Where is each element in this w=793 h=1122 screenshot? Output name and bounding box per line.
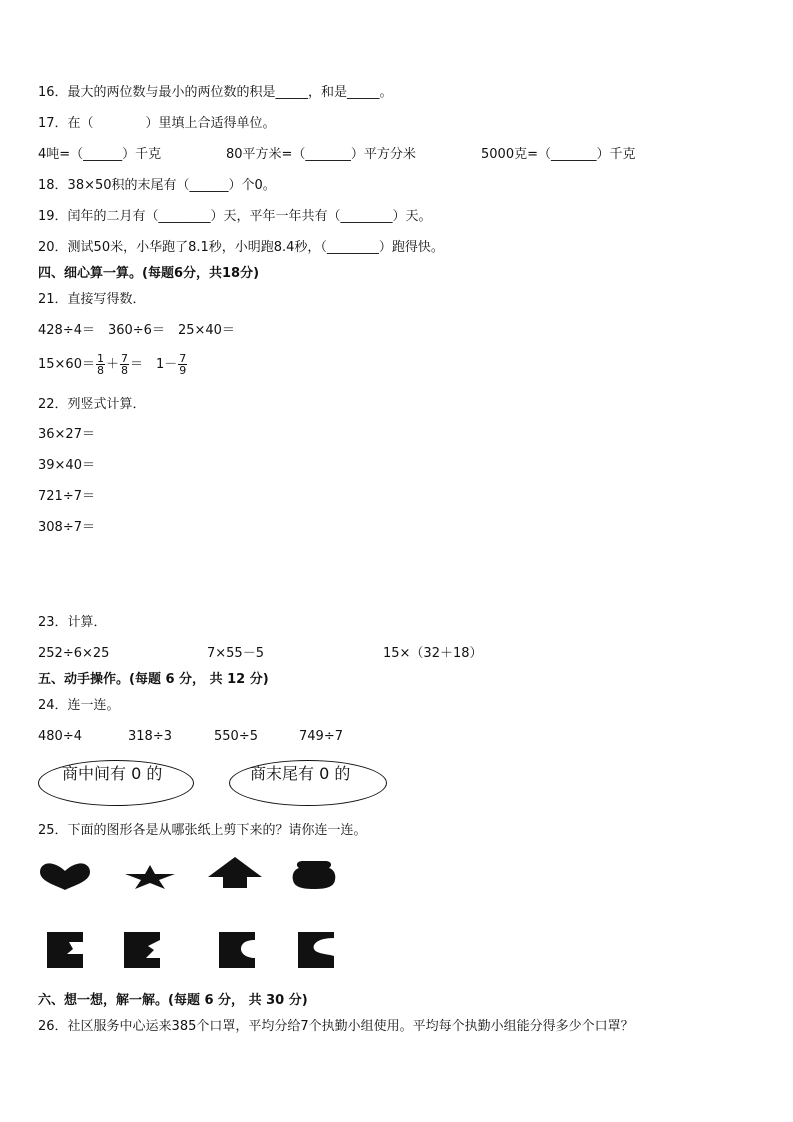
q21-row-1: 428÷4＝ 360÷6＝ 25×40＝ <box>38 323 235 338</box>
question-26: 26．社区服务中心运来385个口罩，平均分给7个执勤小组使用。平均每个执勤小组能分得多少个口罩？ <box>38 1019 634 1034</box>
question-20: 20．测试50米，小华跑了8.1秒，小明跑8.4秒，（________）跑得快。 <box>38 240 444 255</box>
q22-item-4: 308÷7＝ <box>38 520 95 535</box>
question-21: 21．直接写得数． <box>38 292 146 307</box>
fraction-numerator: 7 <box>121 352 128 365</box>
fraction-numerator: 1 <box>96 352 104 365</box>
fraction-numerator: 7 <box>179 352 187 365</box>
fraction-1-8 <box>96 353 105 376</box>
q22-item-3: 721÷7＝ <box>38 489 95 504</box>
oval-label-2: 商末尾有 0 的 <box>250 764 351 783</box>
q17-item-2: 80平方米=（_______）平方分米 <box>226 147 416 162</box>
q24-item-3: 550÷5 <box>214 729 258 744</box>
arrow-up-icon <box>207 857 263 889</box>
question-17: 17．在（ ）里填上合适得单位。 <box>38 116 276 131</box>
q17-item-3: 5000克=（_______）千克 <box>481 147 636 162</box>
question-18: 18．38×50积的末尾有（______）个0。 <box>38 178 276 193</box>
section-5-heading: 五、动手操作。(每题 6 分， 共 12 分) <box>38 672 269 687</box>
q23-item-3: 15×（32＋18） <box>383 646 483 661</box>
paper-2-icon <box>124 932 160 968</box>
fraction-denominator: 8 <box>121 364 128 377</box>
fraction-7-8 <box>120 353 129 376</box>
fraction-denominator: 8 <box>96 364 104 377</box>
paper-3-icon <box>219 932 255 968</box>
question-19: 19．闰年的二月有（________）天，平年一年共有（________）天。 <box>38 209 432 224</box>
q17-item-1: 4吨=（______）千克 <box>38 147 162 162</box>
q21-row2-part-c: ＝ 1－ <box>130 357 178 372</box>
q24-item-4: 749÷7 <box>299 729 343 744</box>
section-6-heading: 六、想一想，解一解。(每题 6 分， 共 30 分) <box>38 993 308 1008</box>
question-16: 16．最大的两位数与最小的两位数的积是_____，和是_____。 <box>38 85 393 100</box>
q22-item-1: 36×27＝ <box>38 427 95 442</box>
section-4-heading: 四、细心算一算。(每题6分，共18分) <box>38 266 260 281</box>
q24-item-2: 318÷3 <box>128 729 172 744</box>
paper-1-icon <box>47 932 83 968</box>
star-icon <box>124 864 176 890</box>
q24-item-1: 480÷4 <box>38 729 82 744</box>
q21-row-2 <box>38 350 188 380</box>
q21-row2-plus: ＋ <box>105 357 119 372</box>
question-22: 22．列竖式计算． <box>38 397 146 412</box>
blob-icon <box>291 860 337 890</box>
q21-row2-part-a: 15×60＝ <box>38 357 95 372</box>
question-23: 23．计算． <box>38 615 107 630</box>
question-24: 24．连一连。 <box>38 698 120 713</box>
oval-label-1: 商中间有 0 的 <box>62 764 163 783</box>
paper-4-icon <box>298 932 334 968</box>
fraction-denominator: 9 <box>179 364 187 377</box>
question-25: 25．下面的图形各是从哪张纸上剪下来的？请你连一连。 <box>38 823 367 838</box>
q23-item-2: 7×55－5 <box>207 646 264 661</box>
fraction-7-9 <box>178 353 187 376</box>
q23-item-1: 252÷6×25 <box>38 646 110 661</box>
heart-icon <box>38 862 93 892</box>
q22-item-2: 39×40＝ <box>38 458 95 473</box>
